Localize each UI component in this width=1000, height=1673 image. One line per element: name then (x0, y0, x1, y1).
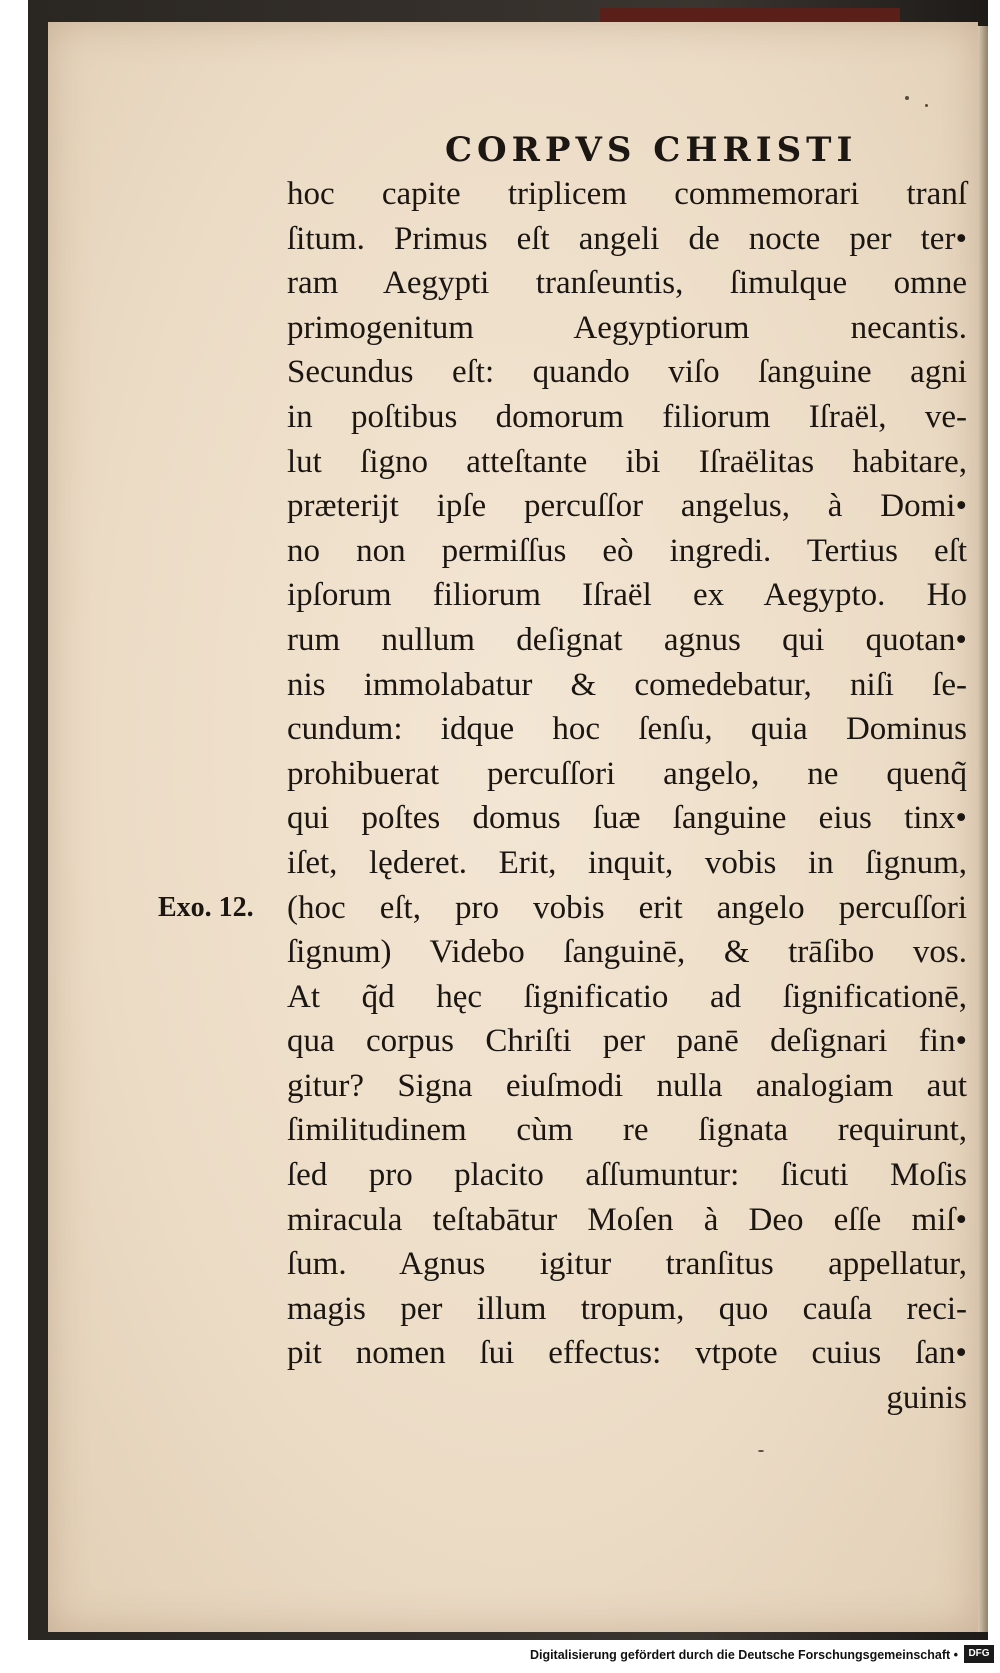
body-text (287, 172, 967, 1421)
text-line: prohibuerat percuſſori angelo, ne quenq̃ (287, 755, 967, 792)
text-line: miracula teſtabātur Moſen à Deo eſſe miſ• (287, 1201, 967, 1238)
text-line: no non permiſſus eò ingredi. Tertius eſt (287, 532, 967, 569)
text-line: ram Aegypti tranſeuntis, ſimulque omne (287, 265, 967, 302)
digitization-credit: Digitalisierung gefördert durch die Deutsche Forschungsgemeinschaft • (529, 1648, 958, 1662)
text-line: rum nullum deſignat agnus qui quotan• (287, 621, 967, 658)
text-line: primogenitum Aegyptiorum necantis. (287, 309, 967, 346)
paper-speck (925, 104, 928, 107)
dfg-logo-icon: DFG (964, 1645, 994, 1663)
text-line: ipſorum filiorum Iſraël ex Aegypto. Ho (287, 577, 967, 614)
facing-page-sliver (600, 8, 900, 22)
page-fore-edge (978, 26, 988, 1632)
text-line: ſignum) Videbo ſanguinē, & trāſibo vos. (287, 934, 967, 971)
paper-speck (905, 96, 909, 100)
text-line: At q̃d hęc ſignificatio ad ſignificationē, (287, 978, 967, 1015)
text-line: qua corpus Chriſti per panē deſignari fin• (287, 1023, 967, 1060)
marginal-note: Exo. 12. (158, 892, 254, 923)
text-line: in poſtibus domorum filiorum Iſraël, ve- (287, 398, 967, 435)
paper-speck (758, 1450, 764, 1452)
text-line: nis immolabatur & comedebatur, niſi ſe- (287, 666, 967, 703)
running-head: CORPVS CHRISTI (445, 130, 858, 170)
text-line: ſum. Agnus igitur tranſitus appellatur, (287, 1246, 967, 1283)
text-line: iſet, lęderet. Erit, inquit, vobis in ſignum, (287, 844, 967, 881)
catchword: guinis (886, 1380, 967, 1417)
text-line: magis per illum tropum, quo cauſa reci- (287, 1290, 967, 1327)
text-line: (hoc eſt, pro vobis erit angelo percuſſori (287, 889, 967, 926)
text-line: ſimilitudinem cùm re ſignata requirunt, (287, 1112, 967, 1149)
text-line: Secundus eſt: quando viſo ſanguine agni (287, 354, 967, 391)
text-line: hoc capite triplicem commemorari tranſ (287, 176, 967, 212)
text-line: pit nomen ſui effectus: vtpote cuius ſan• (287, 1335, 967, 1372)
text-line: qui poſtes domus ſuæ ſanguine eius tinx• (287, 800, 967, 837)
text-line: ſed pro placito aſſumuntur: ſicuti Moſis (287, 1157, 967, 1194)
text-line: gitur? Signa eiuſmodi nulla analogiam aut (287, 1067, 967, 1104)
text-line: ſitum. Primus eſt angeli de nocte per ter• (287, 220, 967, 257)
text-line: præterijt ipſe percuſſor angelus, à Domi• (287, 488, 967, 525)
text-line: cundum: idque hoc ſenſu, quia Dominus (287, 711, 967, 748)
text-line: lut ſigno atteſtante ibi Iſraëlitas habitare, (287, 443, 967, 480)
